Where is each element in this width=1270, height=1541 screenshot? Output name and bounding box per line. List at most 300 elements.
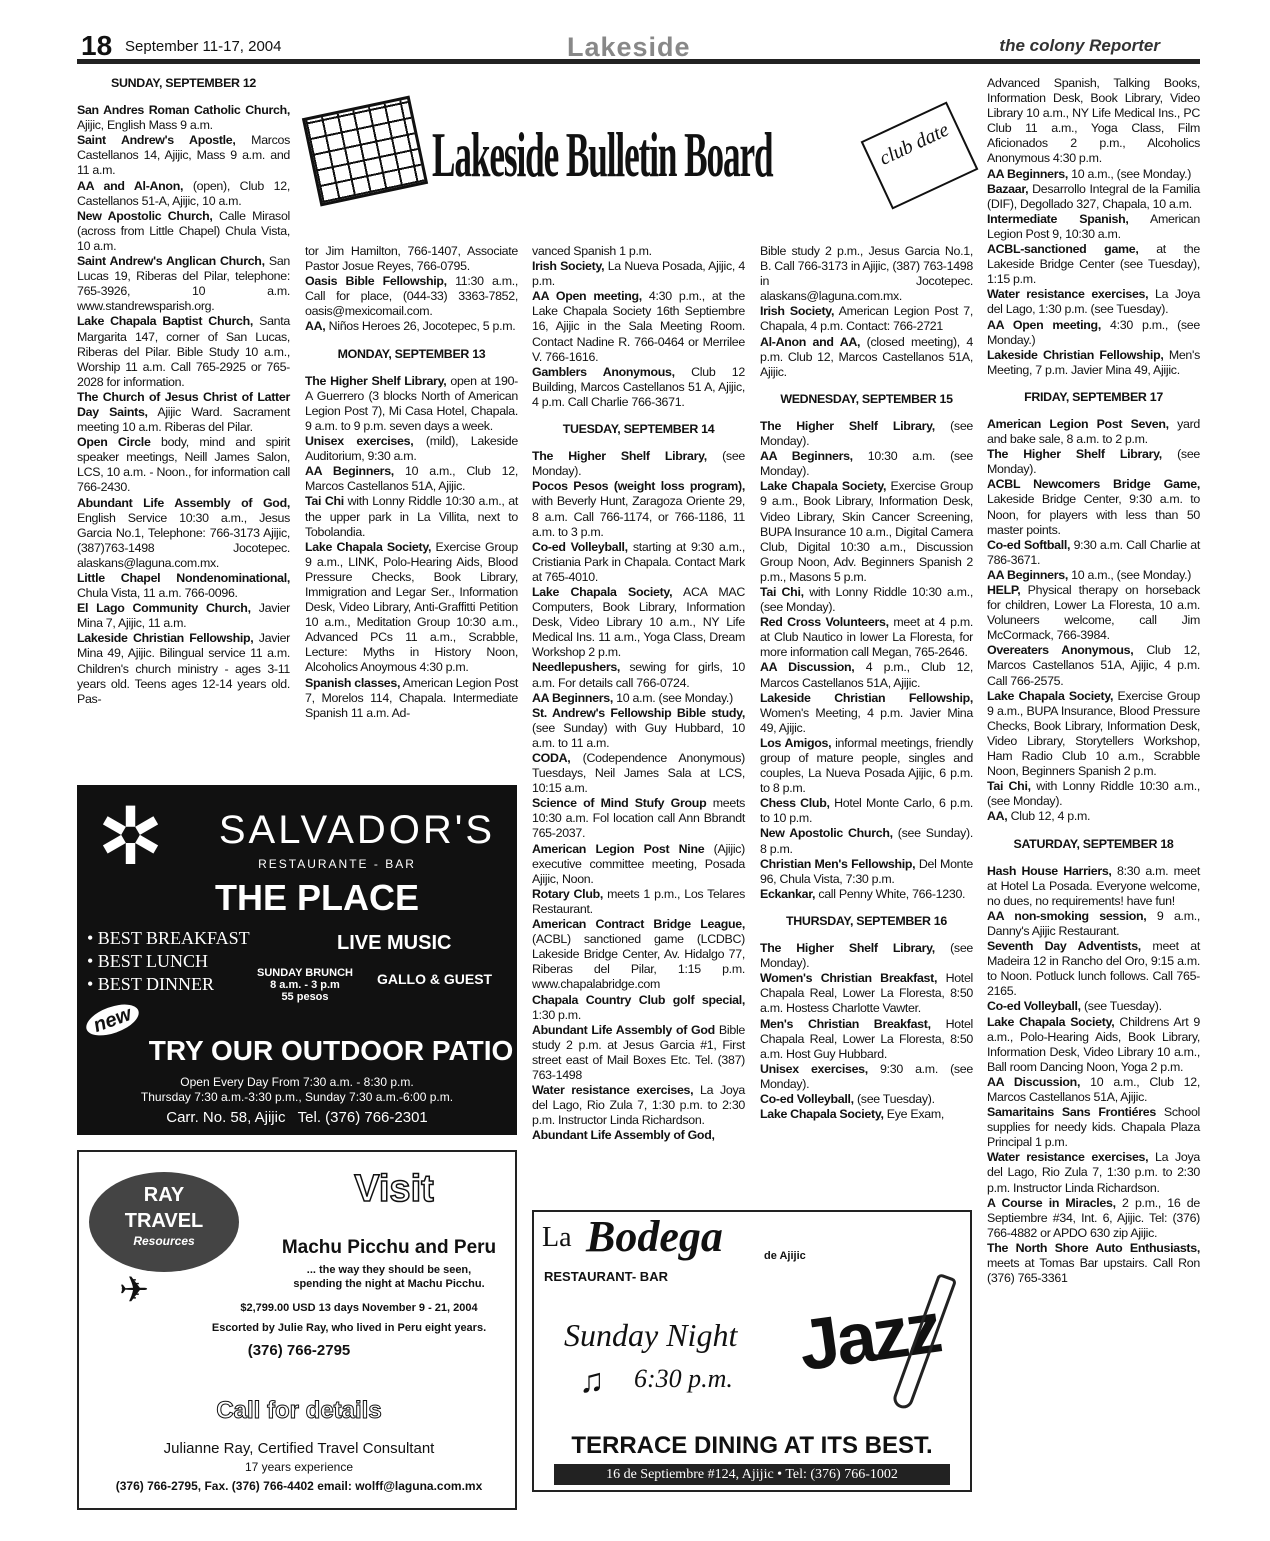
listing-entry bbox=[987, 1075, 1200, 1105]
brunch-label: SUNDAY BRUNCH bbox=[257, 967, 353, 979]
listing-details: Eye Exam, bbox=[883, 1107, 944, 1122]
listing-details: La Joya del Lago, Rio Zula 7, 1:30 p.m. to 2:30 p.m. Instructor Linda Richardson. bbox=[532, 1083, 745, 1128]
listing-name: AA Beginners, bbox=[987, 567, 1069, 582]
listing-details: (see Monday). bbox=[760, 941, 974, 971]
listing-name: The Church of Jesus Christ of Latter Day Saints, bbox=[77, 389, 290, 419]
listing-entry bbox=[532, 540, 745, 585]
experience: 17 years experience bbox=[244, 1460, 354, 1474]
music-notes-icon: ♫ bbox=[579, 1362, 605, 1400]
listing-name: Co-ed Volleyball, bbox=[987, 999, 1081, 1014]
listing-name: Lakeside Christian Fellowship, bbox=[760, 690, 973, 705]
listing-entry bbox=[532, 660, 745, 690]
listing-details: Exercise Group 9 a.m., Book Library, Information Desk, Video Library, Skin Cancer Screening, BUPA Insurance 10 a.m., Digital Camera Club, Digital 10:30 a.m., Discussion Group Noon, Adv. Beginners Spanish 2 p.m., Masons 5 p.m. bbox=[760, 479, 973, 584]
live-music: LIVE MUSIC bbox=[337, 932, 452, 954]
tagline: spending the night at Machu Picchu. bbox=[293, 1278, 485, 1290]
column-3 bbox=[532, 244, 745, 1143]
listing-entry bbox=[77, 314, 290, 389]
logo-text: Resources bbox=[133, 1234, 195, 1248]
listing-entry bbox=[77, 179, 290, 209]
listing-name: Co-ed Volleyball, bbox=[532, 539, 628, 554]
listing-name: Unisex exercises, bbox=[760, 1061, 868, 1076]
listing-details: starting at 9:30 a.m., Cristiania Park in Chapala. Contact Mark at 765-4010. bbox=[532, 539, 745, 584]
listing-details: vanced Spanish 1 p.m. bbox=[532, 244, 652, 258]
day-heading: FRIDAY, SEPTEMBER 17 bbox=[1024, 389, 1163, 404]
listing-name: Hash House Harriers, bbox=[987, 863, 1112, 878]
listing-details: meet at 4 p.m. at Club Nautico in lower La Floresta, for more information call Megan, 765-2646. bbox=[760, 615, 973, 660]
listing-name: Al-Anon and AA, bbox=[760, 334, 861, 349]
listing-name: CODA, bbox=[532, 751, 571, 765]
listing-details: Calle Mirasol (across from Little Chapel) Chula Vista, 10 a.m. bbox=[77, 208, 290, 253]
address: 16 de Septiembre #124, Ajijic • Tel: (376) 766-1002 bbox=[554, 1464, 950, 1485]
listing-details: meet at Madeira 12 in Rancho del Oro, 9:15 a.m. to Noon. Potluck lunch follows. Call 765-2165. bbox=[987, 939, 1200, 999]
listing-entry bbox=[987, 348, 1200, 378]
listing-details: Club 12, Marcos Castellanos 51A, Ajijic, 4 p.m. Call 766-2575. bbox=[987, 643, 1200, 688]
listing-details: (ACBL) sanctioned game (LCDBC) Lakeside Bridge Center, Av. Hidalgo 77, Riberas del Pilar, 1:15 p.m. www.chapalabridge.com bbox=[532, 932, 745, 992]
listing-name: A Course in Miracles, bbox=[987, 1195, 1116, 1210]
listing-name: The Higher Shelf Library, bbox=[987, 447, 1162, 462]
listing-entry bbox=[532, 842, 745, 887]
listing-details: Exercise Group 9 a.m., BUPA Insurance, Blood Pressure Checks, Book Library, Information Desk, Video Library, Storytellers Workshop, Ham Radio Club 10 a.m., Scrabble Noon, Beginners Spanish 2 p.m. bbox=[987, 688, 1200, 779]
listing-name: Tai Chi, bbox=[987, 779, 1031, 794]
listing-details: Bible study 2 p.m., Jesus Garcia No.1, B. Call 766-3173 in Ajijic, (387) 763-1498 in Jocotepec. alaskans@laguna.com.mx. bbox=[760, 244, 973, 304]
column-2 bbox=[305, 244, 518, 721]
listing-entry bbox=[305, 274, 518, 319]
listing-name: The Higher Shelf Library, bbox=[760, 941, 935, 956]
listing-details: Chula Vista, 11 a.m. 766-0096. bbox=[77, 586, 238, 601]
visit-heading: Visit bbox=[354, 1168, 434, 1210]
ad-bullets bbox=[87, 927, 250, 996]
listing-details: (see Sunday). 8 p.m. bbox=[760, 826, 973, 856]
listing-name: Lake Chapala Baptist Church, bbox=[77, 314, 254, 329]
ad-headline: THE PLACE bbox=[214, 877, 419, 918]
guest-act: GALLO & GUEST bbox=[377, 971, 493, 987]
listing-entry bbox=[760, 660, 973, 690]
logo-bodega: Bodega bbox=[586, 1212, 723, 1261]
listing-entry bbox=[532, 917, 745, 992]
listing-details: School supplies for needy kids. Chapala Plaza Principal 1 p.m. bbox=[987, 1105, 1200, 1150]
listing-details: with Lonny Riddle 10:30 a.m., (see Monday). bbox=[760, 584, 973, 615]
listing-entry bbox=[532, 449, 745, 479]
listing-entry bbox=[77, 133, 290, 178]
listing-details: with Lonny Riddle 10:30 a.m., at the upper park in La Villita, next to Tobolandia. bbox=[305, 494, 518, 539]
calendar-icon bbox=[302, 96, 428, 207]
listing-entry bbox=[532, 796, 745, 841]
listing-entry bbox=[987, 477, 1200, 537]
listing-entry bbox=[760, 691, 973, 736]
listing-name: Intermediate Spanish, bbox=[987, 211, 1129, 226]
listing-name: Gamblers Anonymous, bbox=[532, 364, 675, 379]
bulletin-board-banner bbox=[300, 78, 975, 238]
time: 6:30 p.m. bbox=[634, 1364, 733, 1393]
listing-name: Abundant Life Assembly of God, bbox=[532, 1128, 715, 1143]
listing-entry bbox=[532, 1023, 745, 1083]
listing-details: Niños Heroes 26, Jocotepec, 5 p.m. bbox=[325, 319, 516, 334]
listing-entry bbox=[305, 494, 518, 539]
hours: Thursday 7:30 a.m.-3:30 p.m., Sunday 7:30 a.m.-6:00 p.m. bbox=[140, 1090, 454, 1104]
listing-details: Santa Margarita 147, corner of San Lucas, Riberas del Pilar. Bible Study 10 a.m., Worship 11 a.m. Call 765-2925 or 765-2028 for information. bbox=[77, 314, 290, 389]
listing-details: San Lucas 19, Riberas del Pilar, telephone: 765-3926, 10 a.m. www.standrewsparish.org. bbox=[77, 254, 290, 314]
day-heading: SUNDAY, SEPTEMBER 12 bbox=[110, 76, 257, 90]
listing-details: 10:30 a.m. (see Monday). bbox=[760, 449, 973, 479]
listing-details: (see Monday). bbox=[532, 449, 746, 479]
listing-name: AA Beginners, bbox=[987, 166, 1069, 181]
listing-name: The Higher Shelf Library, bbox=[760, 418, 935, 433]
listing-entry bbox=[760, 1062, 973, 1092]
listing-entry bbox=[760, 1017, 973, 1062]
listing-details: Javier Mina 49, Ajijic. Bilingual service 11 a.m. Children's church ministry - ages 3-11 years old. Teens ages 12-14 years old. Pas- bbox=[77, 631, 290, 706]
listing-name: ACBL Newcomers Bridge Game, bbox=[987, 477, 1200, 492]
listing-details: Desarrollo Integral de la Familia (DIF), Degollado 327, Chapala, 10 a.m. bbox=[987, 181, 1200, 211]
listing-entry bbox=[987, 1105, 1200, 1150]
section-logo: Lakeside bbox=[567, 32, 691, 62]
listing-name: Water resistance exercises, bbox=[987, 1150, 1149, 1165]
listing-name: The North Shore Auto Enthusiasts, bbox=[987, 1240, 1200, 1255]
listing-details: (see Monday). bbox=[987, 447, 1201, 477]
listing-entry bbox=[987, 1196, 1200, 1241]
listing-name: Lakeside Christian Fellowship, bbox=[987, 347, 1164, 362]
listing-details: meets 1 p.m., Los Telares Restaurant. bbox=[532, 886, 746, 916]
listing-details: Hotel Chapala Real, Lower La Floresta, 8:50 a.m. Hostess Charlotte Vawter. bbox=[760, 971, 973, 1016]
listing-name: Overeaters Anonymous, bbox=[987, 643, 1134, 658]
listing-entry bbox=[305, 540, 518, 676]
listing-entry bbox=[987, 447, 1200, 477]
listing-details: Childrens Art 9 a.m., Polo-Hearing Aids, Book Library, Information Desk, Video Library 10 a.m., Ball room Dancing Noon, Yoga 2 p.m. bbox=[987, 1014, 1200, 1074]
listing-name: Lake Chapala Society, bbox=[760, 479, 887, 494]
listing-entry bbox=[305, 374, 518, 434]
listing-name: El Lago Community Church, bbox=[77, 601, 251, 616]
listing-details: La Nueva Posada, Ajijic, 4 p.m. bbox=[532, 259, 745, 289]
listing-entry bbox=[987, 643, 1200, 688]
listing-details: with Beverly Hunt, Zaragoza Oriente 29, 8 a.m. Call 766-1174, or 766-1186, 11 a.m. to 3 p.m. bbox=[532, 494, 745, 539]
listing-details: 4:30 p.m., at the Lake Chapala Society 16th Septiembre 16, Ajijic in the Sala Meeting Room. Contact Nadine R. 766-0464 or Merrilee V. 766-1616. bbox=[532, 289, 746, 364]
listing-details: (see Sunday) with Guy Hubbard, 10 a.m. to 11 a.m. bbox=[532, 720, 745, 750]
listing-details: 11:30 a.m., Call for place, (044-33) 3363-7852, oasis@mexicomail.com. bbox=[305, 274, 518, 319]
listing-entry bbox=[760, 796, 973, 826]
listing-entry bbox=[760, 887, 973, 902]
club-date-stamp: club date bbox=[861, 101, 979, 209]
listing-name: Saint Andrew's Anglican Church, bbox=[77, 254, 265, 269]
listing-name: Women's Christian Breakfast, bbox=[760, 971, 938, 986]
listing-entry bbox=[760, 941, 973, 971]
day-heading: THURSDAY, SEPTEMBER 16 bbox=[786, 913, 947, 928]
brunch-info bbox=[257, 967, 353, 1003]
listing-name: Samaritains Sans Frontiéres bbox=[987, 1105, 1156, 1120]
listing-details: 10 a.m., Club 12, Marcos Castellanos 51A, Ajijic. bbox=[305, 464, 519, 494]
listing-details: English Service 10:30 a.m., Jesus Garcia No.1, Telephone: 766-3173 Ajijic, (387)763-1498 Jocotepec. alaskans@laguna.com.mx. bbox=[77, 510, 290, 570]
listing-name: The Higher Shelf Library, bbox=[532, 449, 707, 464]
day-heading: SATURDAY, SEPTEMBER 18 bbox=[1013, 836, 1174, 851]
listing-name: AA and Al-Anon, bbox=[77, 178, 184, 193]
listing-details: Women's Meeting, 4 p.m. Javier Mina 49, Ajijic. bbox=[760, 705, 973, 735]
listing-entry bbox=[987, 287, 1200, 317]
logo-text: TRAVEL bbox=[124, 1210, 204, 1232]
la-bodega-ad bbox=[532, 1210, 972, 1492]
listing-entry bbox=[532, 585, 745, 660]
listing-entry bbox=[987, 779, 1200, 809]
listing-entry bbox=[760, 335, 973, 380]
listing-details: 9:30 a.m. (see Monday). bbox=[760, 1061, 973, 1091]
ray-travel-logo bbox=[89, 1172, 239, 1272]
destination: Machu Picchu and Peru bbox=[281, 1237, 497, 1258]
listing-details: Del Monte 96, Chula Vista, 7:30 p.m. bbox=[760, 856, 973, 886]
column-4 bbox=[760, 244, 973, 1122]
listing-details: Hotel Chapala Real, Lower La Floresta, 8:50 a.m. Host Guy Hubbard. bbox=[760, 1016, 974, 1061]
listing-name: American Contract Bridge League, bbox=[532, 917, 745, 932]
listing-details: La Joya del Lago, Rio Zula 7, 1:30 p.m. to 2:30 p.m. Instructor Linda Richardson. bbox=[987, 1150, 1200, 1195]
listing-entry bbox=[987, 689, 1200, 780]
listing-name: St. Andrew's Fellowship Bible study, bbox=[532, 705, 745, 720]
listing-details: yard and bake sale, 8 a.m. to 2 p.m. bbox=[987, 416, 1201, 447]
listing-name: Unisex exercises, bbox=[305, 434, 414, 449]
listing-details: body, mind and spirit speaker meetings, Neill James Salon, LCS, 10 a.m. - Noon., for information call 766-2430. bbox=[77, 435, 290, 495]
listing-name: Christian Men's Fellowship, bbox=[760, 856, 916, 871]
listing-name: Lake Chapala Society, bbox=[987, 688, 1114, 703]
listing-name: Chess Club, bbox=[760, 796, 830, 811]
logo-la: La bbox=[542, 1222, 572, 1253]
listing-details: meets 10:30 a.m. Fol location call Ann Bbrandt 765-2037. bbox=[532, 796, 745, 841]
listing-entry bbox=[77, 631, 290, 706]
listing-entry bbox=[987, 1015, 1200, 1075]
listing-entry bbox=[305, 434, 518, 464]
listing-details: (see Tuesday). bbox=[853, 1091, 935, 1106]
listing-entry bbox=[987, 167, 1200, 182]
listing-details: tor Jim Hamilton, 766-1407, Associate Pastor Josue Reyes, 766-0795. bbox=[305, 244, 518, 274]
listing-details: Club 12, 4 p.m. bbox=[1007, 809, 1091, 824]
listing-name: Lake Chapala Society, bbox=[760, 1107, 884, 1122]
listing-entry bbox=[77, 254, 290, 314]
listing-entry bbox=[760, 736, 973, 796]
listing-name: HELP, bbox=[987, 583, 1021, 597]
listing-entry bbox=[987, 999, 1200, 1014]
listing-name: New Apostolic Church, bbox=[77, 208, 213, 223]
listing-details: 9:30 a.m. Call Charlie at 786-3671. bbox=[987, 537, 1200, 567]
listing-entry bbox=[532, 365, 745, 410]
listing-details: Marcos Castellanos 14, Ajijic, Mass 9 a.m. and 11 a.m. bbox=[77, 133, 290, 178]
page-header bbox=[77, 30, 1200, 64]
listing-name: Water resistance exercises, bbox=[987, 287, 1149, 302]
listing-details: Javier Mina 7, Ajijic, 11 a.m. bbox=[77, 601, 290, 631]
issue-date: September 11-17, 2004 bbox=[125, 38, 282, 55]
listing-name: American Legion Post Nine bbox=[532, 841, 705, 856]
flower-logo-icon: ✲ bbox=[97, 792, 165, 881]
jazz-title: Jazz bbox=[794, 1287, 944, 1387]
listing-name: Spanish classes, bbox=[305, 675, 401, 690]
ray-travel-ad bbox=[77, 1150, 517, 1510]
listing-entry bbox=[532, 993, 745, 1023]
listing-name: Men's Christian Breakfast, bbox=[760, 1016, 931, 1031]
listing-entry bbox=[77, 601, 290, 631]
listing-name: AA, bbox=[305, 319, 326, 334]
day-heading: TUESDAY, SEPTEMBER 14 bbox=[562, 422, 715, 437]
listing-name: Co-ed Softball, bbox=[987, 537, 1071, 552]
listing-entry bbox=[760, 585, 973, 615]
listing-entry bbox=[987, 583, 1200, 643]
listing-details: Bible study 2 p.m. at Jesus Garcia #1, First street east of Mail Boxes Etc. Tel. (387) 763-1498 bbox=[532, 1022, 745, 1082]
listing-details: at the Lakeside Bridge Center (see Tuesday), 1:15 p.m. bbox=[987, 242, 1200, 287]
listing-name: Water resistance exercises, bbox=[532, 1083, 694, 1098]
listing-entry bbox=[987, 212, 1200, 242]
contact: (376) 766-2795, Fax. (376) 766-4402 email: wolff@laguna.com.mx bbox=[115, 1479, 483, 1493]
address: Carr. No. 58, Ajijic Tel. (376) 766-2301 bbox=[166, 1109, 428, 1126]
listing-name: Bazaar, bbox=[987, 181, 1029, 196]
column-5 bbox=[987, 76, 1200, 1286]
listing-name: Oasis Bible Fellowship, bbox=[305, 274, 447, 289]
escort: Escorted by Julie Ray, who lived in Peru eight years. bbox=[211, 1322, 487, 1334]
listing-name: Abundant Life Assembly of God bbox=[532, 1022, 715, 1037]
bullet: • BEST LUNCH bbox=[87, 951, 208, 971]
listing-name: Seventh Day Adventists, bbox=[987, 939, 1141, 954]
sunday-night: Sunday Night bbox=[564, 1317, 738, 1353]
listing-entry bbox=[532, 289, 745, 364]
listing-details: call Penny White, 766-1230. bbox=[815, 886, 966, 901]
ad-subtitle: RESTAURANT- BAR bbox=[544, 1269, 668, 1284]
price: $2,799.00 USD 13 days November 9 - 21, 2004 bbox=[240, 1302, 478, 1314]
listing-entry bbox=[532, 259, 745, 289]
day-heading: WEDNESDAY, SEPTEMBER 15 bbox=[780, 391, 953, 406]
listing-entry bbox=[77, 571, 290, 601]
consultant: Julianne Ray, Certified Travel Consultant bbox=[163, 1440, 435, 1457]
listing-details: 4 p.m., Club 12, Marcos Castellanos 51A, Ajijic. bbox=[760, 660, 973, 690]
listing-details: (open), Club 12, Castellanos 51-A, Ajijic, 10 a.m. bbox=[77, 178, 290, 208]
listing-details: 8:30 a.m. meet at Hotel La Posada. Everyone welcome, no dues, no requirements! have fun! bbox=[987, 863, 1200, 908]
listing-details: La Joya del Lago, 1:30 p.m. (see Tuesday). bbox=[987, 287, 1200, 317]
listing-name: Irish Society, bbox=[760, 304, 835, 319]
tagline: ... the way they should be seen, bbox=[306, 1264, 472, 1276]
new-badge: new bbox=[82, 998, 142, 1041]
listing-entry bbox=[305, 676, 518, 721]
listing-entry bbox=[305, 244, 518, 274]
listing-entry bbox=[987, 538, 1200, 568]
listing-details: (closed meeting), 4 p.m. Club 12, Marcos Castellanos 51A, Ajijic. bbox=[760, 334, 973, 379]
listing-name: Little Chapel Nondenominational, bbox=[77, 571, 290, 585]
listing-name: Tai Chi bbox=[305, 494, 344, 509]
listing-name: ACBL-sanctioned game, bbox=[987, 242, 1139, 257]
page-number: 18 bbox=[81, 30, 113, 61]
listing-details: Men's Meeting, 7 p.m. Javier Mina 49, Ajijic. bbox=[987, 347, 1200, 377]
listing-name: AA non-smoking session, bbox=[987, 908, 1147, 923]
listing-entry bbox=[987, 809, 1200, 824]
listing-details: American Legion Post 9, 10:30 a.m. bbox=[987, 211, 1200, 241]
listing-entry bbox=[987, 864, 1200, 909]
listing-name: American Legion Post Seven, bbox=[987, 416, 1169, 431]
listing-entry bbox=[760, 449, 973, 479]
listing-entry bbox=[532, 887, 745, 917]
listing-details: (mild), Lakeside Auditorium, 9:30 a.m. bbox=[305, 434, 518, 464]
day-heading: MONDAY, SEPTEMBER 13 bbox=[337, 346, 486, 361]
listing-details: 10 a.m., (see Monday.) bbox=[1068, 567, 1192, 582]
hours: Open Every Day From 7:30 a.m. - 8:30 p.m. bbox=[180, 1075, 414, 1089]
listing-entry bbox=[760, 826, 973, 856]
listing-name: Irish Society, bbox=[532, 259, 605, 274]
listing-entry bbox=[532, 479, 745, 539]
logo-text: RAY bbox=[143, 1184, 185, 1206]
listing-details: Exercise Group 9 a.m., LINK, Polo-Hearing Aids, Blood Pressure Checks, Book Library, Immigration and Legar Ser., Information Desk, Video Library, Anti-Graffitti Petition 10 a.m., Meditation Group 10:30 a.m., Advanced PCs 11 a.m., Scrabble, Lecture: Myths in History Noon, Alcoholics Anoymous 4:30 p.m. bbox=[305, 539, 518, 675]
listing-entry bbox=[532, 706, 745, 751]
listing-entry bbox=[760, 244, 973, 304]
listing-entry bbox=[77, 103, 290, 133]
listing-name: AA, bbox=[987, 809, 1008, 824]
listing-name: Saint Andrew's Apostle, bbox=[77, 133, 236, 148]
listing-details: Advanced Spanish, Talking Books, Information Desk, Book Library, Video Library 10 a.m., NY Life Medical Ins., PC Club 11 a.m., Yoga Class, Film Aficionados 2 p.m., Alcoholics Anonymous 4:30 p.m. bbox=[987, 76, 1200, 166]
listing-details: 10 a.m., Club 12, Marcos Castellanos 51A, Ajijic. bbox=[987, 1074, 1200, 1104]
listing-details: American Legion Post 7, Morelos 114, Chapala. Intermediate Spanish 11 a.m. Ad- bbox=[305, 675, 518, 720]
listing-details: Ajijic Ward. Sacrament meeting 10 a.m. Riberas del Pilar. bbox=[77, 404, 291, 435]
bullet: • BEST DINNER bbox=[87, 974, 214, 994]
listing-details: 10 a.m. (see Monday.) bbox=[613, 690, 733, 705]
listing-details: (Ajijic) executive committee meeting, Posada Ajijic, Noon. bbox=[532, 841, 746, 886]
listing-name: Science of Mind Stufy Group bbox=[532, 796, 707, 811]
listing-name: The Higher Shelf Library, bbox=[305, 373, 447, 388]
listing-details: Hotel Monte Carlo, 6 p.m. to 10 p.m. bbox=[760, 796, 973, 826]
listing-entry bbox=[987, 1150, 1200, 1195]
listing-name: Red Cross Volunteers, bbox=[760, 615, 889, 630]
listing-details: sewing for girls, 10 a.m. For details call 766-0724. bbox=[532, 660, 745, 690]
listing-name: Lake Chapala Society, bbox=[987, 1014, 1115, 1029]
listing-entry bbox=[77, 390, 290, 435]
listing-name: AA Open meeting, bbox=[987, 317, 1101, 332]
listing-name: Abundant Life Assembly of God, bbox=[77, 495, 290, 510]
call-for-details: Call for details bbox=[216, 1397, 382, 1424]
ad-subtitle: RESTAURANTE - BAR bbox=[258, 857, 416, 871]
listing-name: AA Discussion, bbox=[987, 1074, 1081, 1089]
listing-name: New Apostolic Church, bbox=[760, 826, 893, 841]
column-1 bbox=[77, 76, 290, 707]
listing-entry bbox=[305, 319, 518, 334]
listing-name: AA Beginners, bbox=[532, 690, 614, 705]
listing-name: Needlepushers, bbox=[532, 660, 621, 675]
listing-entry bbox=[760, 304, 973, 334]
listing-entry bbox=[532, 1083, 745, 1128]
listing-name: AA Beginners, bbox=[760, 449, 853, 464]
listing-details: 2 p.m., 16 de Septiembre #34, Int. 6, Ajijic. Tel: (376) 766-4882 or APDO 630 zip Ajijic. bbox=[987, 1195, 1200, 1240]
phone: (376) 766-2795 bbox=[247, 1342, 351, 1359]
listing-entry bbox=[987, 242, 1200, 287]
airplane-icon: ✈ bbox=[119, 1269, 150, 1310]
listing-entry bbox=[760, 479, 973, 585]
listing-name: San Andres Roman Catholic Church, bbox=[77, 103, 290, 118]
listing-entry bbox=[77, 209, 290, 254]
listing-details: Lakeside Bridge Center, 9:30 a.m. to Noon, for players with less than 50 master points. bbox=[987, 492, 1200, 537]
brunch-hours: 8 a.m. - 3 p.m bbox=[270, 979, 340, 991]
listing-details: (Codependence Anonymous) Tuesdays, Neil James Sala at LCS, 10:15 a.m. bbox=[532, 751, 745, 796]
paper-logo: the colony Reporter bbox=[999, 36, 1160, 55]
listing-entry bbox=[987, 182, 1200, 212]
listing-name: Lake Chapala Society, bbox=[305, 539, 432, 554]
listing-name: Rotary Club, bbox=[532, 886, 604, 901]
listing-details: with Lonny Riddle 10:30 a.m., (see Monday). bbox=[987, 779, 1200, 809]
banner-title: Lakeside Bulletin Board bbox=[432, 119, 773, 190]
listing-details: 10 a.m., (see Monday.) bbox=[1068, 166, 1192, 181]
listing-entry bbox=[987, 909, 1200, 939]
listing-details: informal meetings, friendly group of mature people, singles and couples, La Nueva Posada Ajijic, 6 p.m. to 8 p.m. bbox=[760, 735, 973, 796]
listing-details: Club 12 Building, Marcos Castellanos 51 A, Ajijic, 4 p.m. Call Charlie 766-3671. bbox=[532, 364, 745, 409]
listing-entry bbox=[760, 1092, 973, 1107]
listing-name: Lake Chapala Society, bbox=[532, 584, 673, 599]
salvadors-ad bbox=[77, 785, 517, 1135]
listing-entry bbox=[760, 419, 973, 449]
listing-entry bbox=[532, 691, 745, 706]
listing-entry bbox=[77, 435, 290, 495]
listing-details: American Legion Post 7, Chapala, 4 p.m. Contact: 766-2721 bbox=[760, 304, 973, 334]
patio-headline: TRY OUR OUTDOOR PATIO bbox=[148, 1035, 514, 1066]
listing-details: 9 a.m., Danny's Ajijic Restaurant. bbox=[987, 908, 1200, 938]
listing-name: Lakeside Christian Fellowship, bbox=[77, 631, 254, 646]
ad-name: SALVADOR'S bbox=[218, 808, 496, 852]
listing-details: 4:30 p.m., (see Monday.) bbox=[987, 317, 1200, 347]
listing-name: Tai Chi, bbox=[760, 584, 804, 599]
listing-name: Los Amigos, bbox=[760, 735, 832, 750]
bullet: • BEST BREAKFAST bbox=[87, 928, 250, 948]
